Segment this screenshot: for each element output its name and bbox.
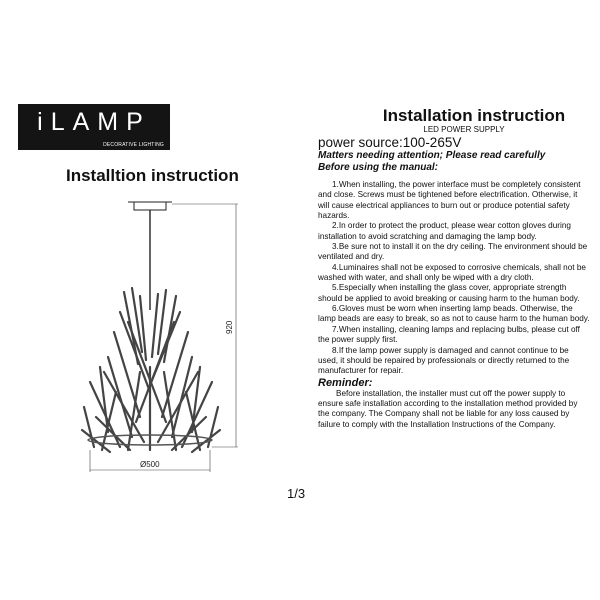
before-using-heading: Before using the manual: xyxy=(318,162,439,173)
power-source: power source:100-265V xyxy=(318,135,462,150)
width-dim-label: Ø500 xyxy=(140,460,160,469)
reminder-text: Before installation, the installer must cut off the power supply to ensure safe installation according to the installation method provided by the company. The Company shall not be liable for any loss caused by failure to comply with the Installation Instructions of the Company. xyxy=(318,388,578,429)
instruction-subtitle: LED POWER SUPPLY xyxy=(423,125,505,134)
instruction-item-4: 4.Luminaires shall not be exposed to corrosive chemicals, shall not be washed with water, and shall only be wiped with a dry cloth. xyxy=(318,262,586,283)
brand-logo-text: iLAMP xyxy=(37,108,151,136)
instruction-column xyxy=(318,106,590,430)
brand-logo-tagline: DECORATIVE LIGHTING xyxy=(103,142,164,148)
instruction-item-6: 6.Gloves must be worn when inserting lamp beads. Otherwise, the lamp beads are easy to break, so as not to cause harm to the human body. xyxy=(318,304,590,324)
chandelier-sticks xyxy=(82,288,220,452)
ceiling-canopy xyxy=(134,202,166,210)
instruction-item-5: 5.Especially when installing the glass cover, appropriate strength should be applied to avoid breaking or causing harm to the human body. xyxy=(318,283,580,303)
instruction-item-3: 3.Be sure not to install it on the dry ceiling. The environment should be ventilated and dry. xyxy=(318,242,588,262)
height-dim-label: 920 xyxy=(225,320,234,334)
instruction-title: Installation instruction xyxy=(382,106,566,125)
instruction-item-7: 7.When installing, cleaning lamps and replacing bulbs, please cut off the power supply first. xyxy=(318,324,580,345)
instruction-item-2: 2.In order to protect the product, please wear cotton gloves during installation to avoid scratching and damaging the lamp body. xyxy=(318,221,571,241)
reminder-heading: Reminder: xyxy=(318,376,373,389)
attention-heading: Matters needing attention; Please read carefully xyxy=(318,150,546,161)
brand-logo xyxy=(18,104,170,150)
left-title: Installtion instruction xyxy=(66,166,239,185)
page-number: 1/3 xyxy=(287,486,306,501)
instruction-list xyxy=(318,180,590,377)
instruction-item-1: 1.When installing, the power interface must be completely consistent and close. Screws must be tightened before electrification. Otherwise, it will cause electrical appliances to burn out or produce potential safety hazards. xyxy=(318,180,581,221)
chandelier-drawing xyxy=(80,192,250,484)
instruction-item-8: 8.If the lamp power supply is damaged and cannot continue to be used, it should be repaired by professionals or directly returned to the manufacturer for repair. xyxy=(318,345,570,376)
